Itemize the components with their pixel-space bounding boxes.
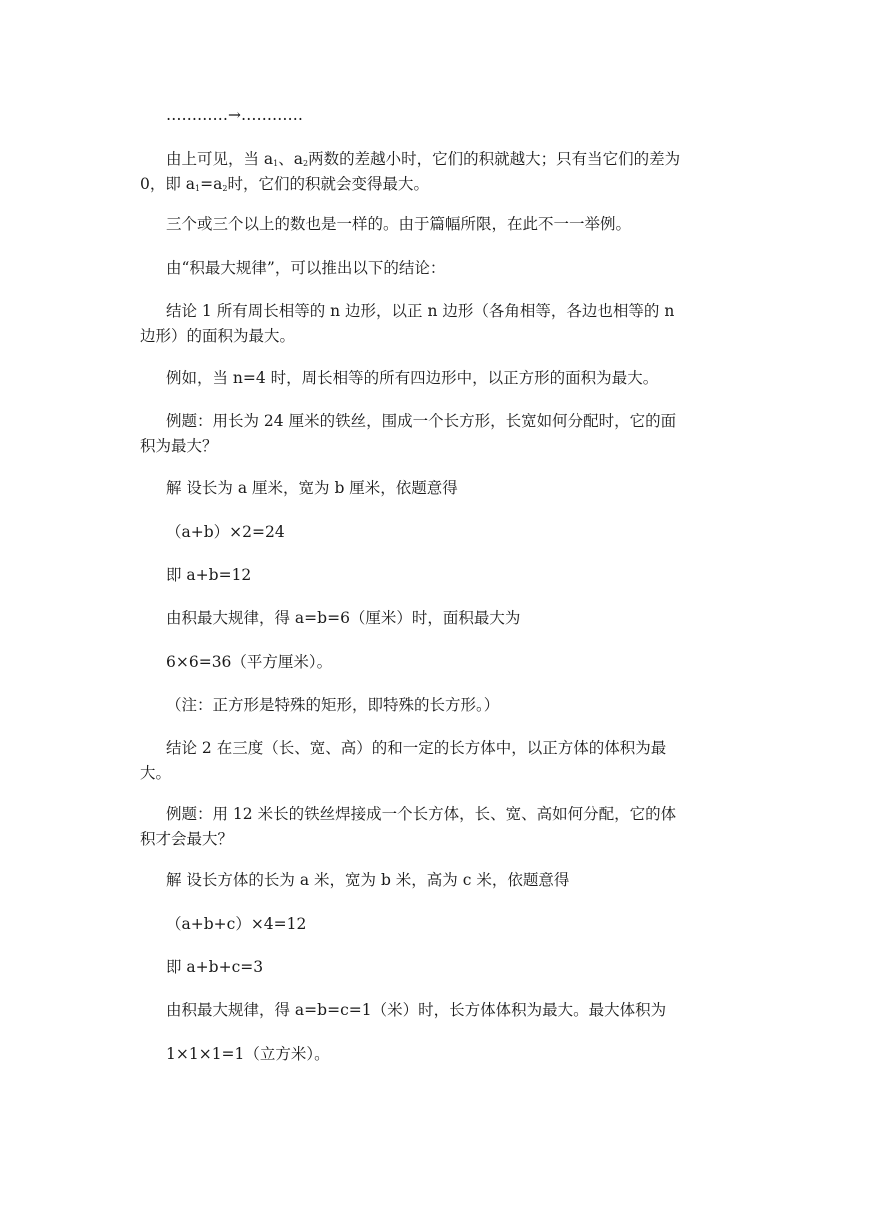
paragraph-solution-1: 解 设长为 a 厘米，宽为 b 厘米，依题意得 [166,479,458,497]
equation-area: 6×6=36（平方厘米）。 [166,653,333,671]
equation-perimeter: （a+b）×2=24 [166,523,285,541]
paragraph-conclusion-1 [140,299,740,349]
line: 边形）的面积为最大。 [140,327,296,345]
line: 结论 1 所有周长相等的 n 边形，以正 n 边形（各角相等，各边也相等的 n [166,302,675,320]
equation-sum-3: 即 a+b+c=3 [166,958,264,976]
line: 0，即 $a_1=a_2$时，它们的积就会变得最大。 [140,175,429,193]
paragraph-rule-intro: 由“积最大规律”，可以推出以下的结论： [166,259,446,277]
paragraph-note: （注：正方形是特殊的矩形，即特殊的长方形。） [166,696,500,714]
paragraph-difference-product [140,147,740,197]
line: 积才会最大？ [140,830,234,848]
ellipsis-line: …………→………… [166,106,303,124]
paragraph-three-numbers: 三个或三个以上的数也是一样的。由于篇幅所限，在此不一一举例。 [166,215,632,233]
paragraph-result-2: 由积最大规律，得 a=b=c=1（米）时，长方体体积为最大。最大体积为 [166,1001,667,1019]
line: 结论 2 在三度（长、宽、高）的和一定的长方体中，以正方体的体积为最 [166,739,667,757]
equation-sum-12: 即 a+b=12 [166,566,252,584]
line: 由上可见，当 $a_1$、$a_2$两数的差越小时，它们的积就越大；只有当它们的差为 [166,150,681,168]
paragraph-result-1: 由积最大规律，得 a=b=6（厘米）时，面积最大为 [166,609,521,627]
line: 例题：用 12 米长的铁丝焊接成一个长方体，长、宽、高如何分配，它的体 [166,805,677,823]
equation-volume: 1×1×1=1（立方米）。 [166,1045,330,1063]
paragraph-problem-2 [140,802,740,852]
line: 积为最大？ [140,437,218,455]
line: 例题：用长为 24 厘米的铁丝，围成一个长方形，长宽如何分配时，它的面 [166,412,677,430]
paragraph-conclusion-2 [140,736,740,786]
paragraph-solution-2: 解 设长方体的长为 a 米，宽为 b 米，高为 c 米，依题意得 [166,871,570,889]
equation-edges: （a+b+c）×4=12 [166,915,307,933]
paragraph-problem-1 [140,409,740,459]
paragraph-example-square: 例如，当 n=4 时，周长相等的所有四边形中，以正方形的面积为最大。 [166,369,659,387]
line: 大。 [140,764,172,782]
